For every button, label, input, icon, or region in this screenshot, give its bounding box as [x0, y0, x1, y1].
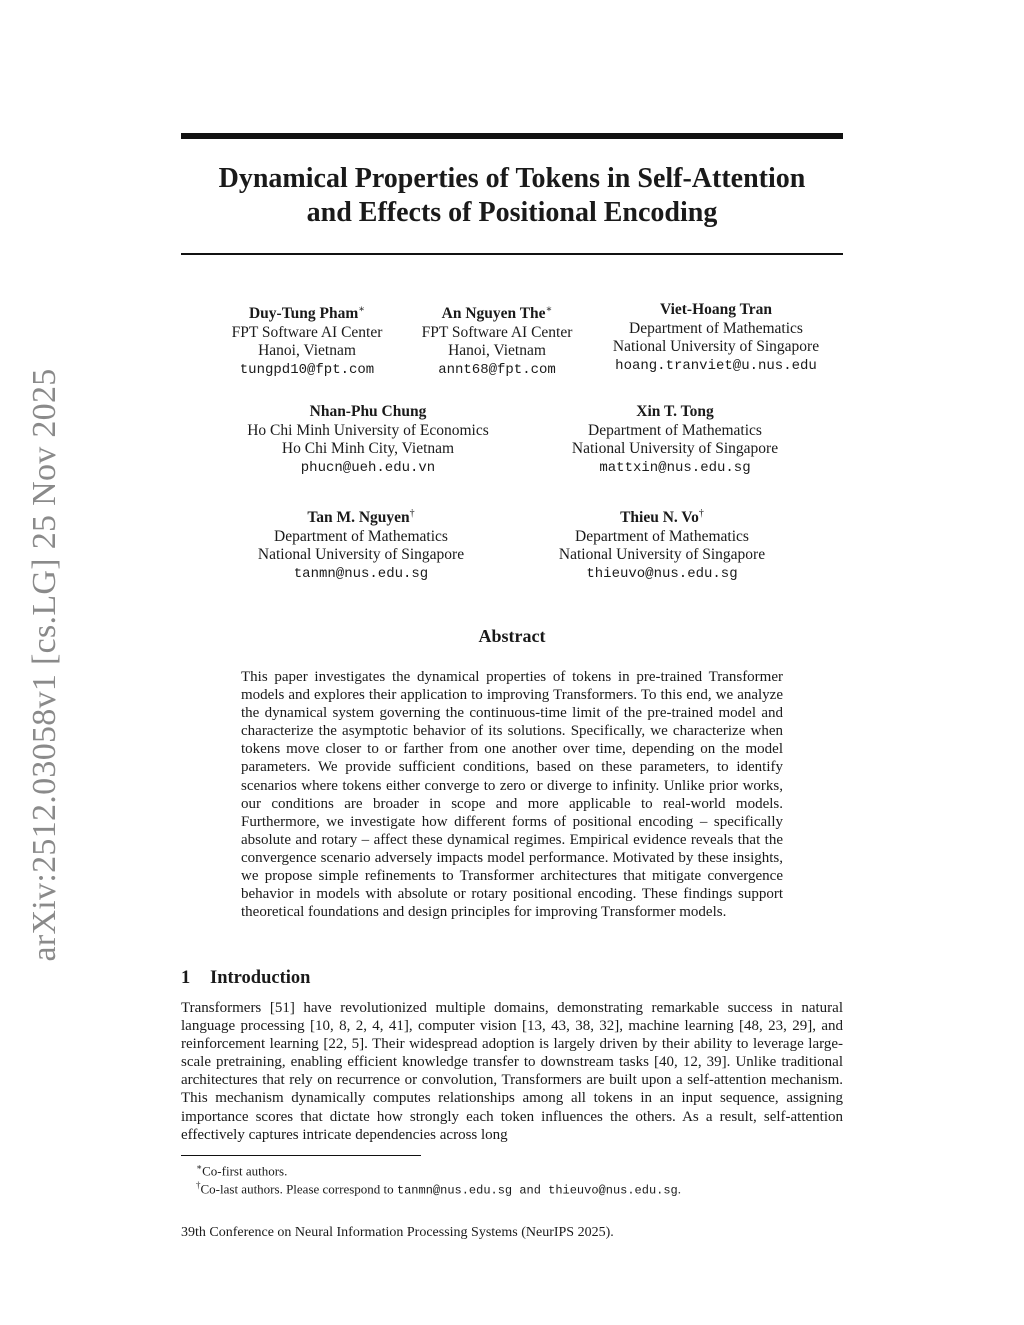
author-name: Xin T. Tong: [636, 403, 714, 420]
author-affiliation: Department of Mathematics: [629, 319, 803, 337]
title-top-rule: [181, 133, 843, 139]
author-email[interactable]: thieuvo@nus.edu.sg: [586, 565, 738, 582]
author-name: Viet-Hoang Tran: [659, 301, 773, 318]
author-mark: †: [698, 508, 704, 519]
author-mark: ∗: [358, 304, 366, 315]
author-affiliation: Department of Mathematics: [274, 527, 448, 545]
footnote-rule: [181, 1155, 421, 1156]
title-line-1: Dynamical Properties of Tokens in Self-Attention: [218, 163, 806, 194]
author-block: [218, 403, 518, 477]
section-title: Introduction: [210, 968, 311, 988]
author-block: [566, 301, 866, 375]
author-mark: ∗: [545, 304, 553, 315]
footnote-co-first: ∗Co-first authors.: [196, 1162, 288, 1179]
author-email[interactable]: mattxin@nus.edu.sg: [599, 459, 751, 476]
introduction-text: Transformers [51] have revolutionized multiple domains, demonstrating remarkable success in natural language processing [10, 8, 2, 4, 41], computer vision [13, 43, 38, 32], machine learning [48, 23, 29], and reinforcement learning [22, 5]. Their widespread adoption is largely driven by their ability to leverage large-scale pretraining, enabling efficient knowledge transfer to downstream tasks [40, 12, 39]. Unlike traditional architectures that rely on recurrence or convolution, Transformers are built upon a self-attention mechanism. This mechanism dynamically computes relationships among all tokens in an input sequence, assigning importance scores that dictate how strongly each token influences the others. As a result, self-attention effectively captures intricate dependencies across long: [181, 1000, 843, 1143]
venue-line: 39th Conference on Neural Information Processing Systems (NeurIPS 2025).: [181, 1225, 614, 1240]
author-email[interactable]: phucn@ueh.edu.vn: [300, 459, 436, 476]
footnote-mark: †: [196, 1180, 201, 1190]
arxiv-side-stamp: arXiv:2512.03058v1 [cs.LG] 25 Nov 2025: [26, 368, 63, 962]
author-location: National University of Singapore: [558, 546, 766, 564]
paper-title: [181, 162, 843, 230]
author-affiliation: Department of Mathematics: [575, 527, 749, 545]
author-block: [211, 505, 511, 583]
footnote-emails[interactable]: tanmn@nus.edu.sg and thieuvo@nus.edu.sg: [396, 1183, 678, 1198]
author-name: Duy-Tung Pham∗: [248, 304, 366, 323]
author-mark: †: [409, 508, 415, 519]
abstract-text: This paper investigates the dynamical properties of tokens in pre-trained Transformer models and explores their application to improving Transformers. To this end, we analyze the dynamical system governing the continuous-time limit of the pre-trained model and characterize the asymptotic behavior of its solutions. Specifically, we characterize when tokens move closer to or farther from one another over time, depending on the model parameters. We provide sufficient conditions, based on these parameters, to identify scenarios where tokens either converge to zero or diverge to infinity. Unlike prior works, our conditions are broader in scope and more applicable to real-world models. Furthermore, we investigate how different forms of positional encoding – specifically absolute and rotary – affect these dynamical regimes. Empirical evidence reveals that the convergence scenario adversely impacts model performance. Motivated by these insights, we propose simple refinements to Transformer architectures that mitigate convergence behavior in models with absolute or rotary positional encoding. These findings support theoretical foundations and design principles for improving Transformer models.: [241, 669, 783, 921]
footnote-co-last: †Co-last authors. Please correspond to tanmn@nus.edu.sg and thieuvo@nus.edu.sg.: [196, 1180, 682, 1198]
author-block: [525, 403, 825, 477]
author-location: Ho Chi Minh City, Vietnam: [281, 440, 455, 457]
title-bottom-rule: [181, 253, 843, 255]
author-affiliation: Department of Mathematics: [588, 421, 762, 439]
author-name: An Nguyen The∗: [441, 304, 553, 323]
author-affiliation: Ho Chi Minh University of Economics: [247, 421, 489, 439]
author-location: Hanoi, Vietnam: [258, 342, 356, 360]
author-affiliation: FPT Software AI Center: [421, 323, 573, 341]
author-block: [512, 505, 812, 583]
author-name: Tan M. Nguyen†: [307, 508, 415, 527]
footnote-mark: ∗: [196, 1162, 203, 1172]
author-location: National University of Singapore: [571, 440, 779, 457]
author-affiliation: FPT Software AI Center: [231, 323, 383, 341]
section-number: 1: [181, 968, 191, 988]
author-name: Thieu N. Vo†: [620, 508, 704, 527]
author-email[interactable]: annt68@fpt.com: [438, 361, 556, 378]
title-line-2: and Effects of Positional Encoding: [306, 197, 718, 228]
section-heading: [181, 968, 310, 989]
author-name: Nhan-Phu Chung: [309, 403, 427, 420]
author-location: National University of Singapore: [257, 546, 465, 564]
author-location: National University of Singapore: [612, 338, 820, 355]
author-email[interactable]: tanmn@nus.edu.sg: [293, 565, 429, 582]
abstract-heading: Abstract: [478, 626, 546, 646]
author-location: Hanoi, Vietnam: [448, 342, 546, 360]
author-email[interactable]: hoang.tranviet@u.nus.edu: [615, 357, 817, 374]
author-email[interactable]: tungpd10@fpt.com: [239, 361, 375, 378]
